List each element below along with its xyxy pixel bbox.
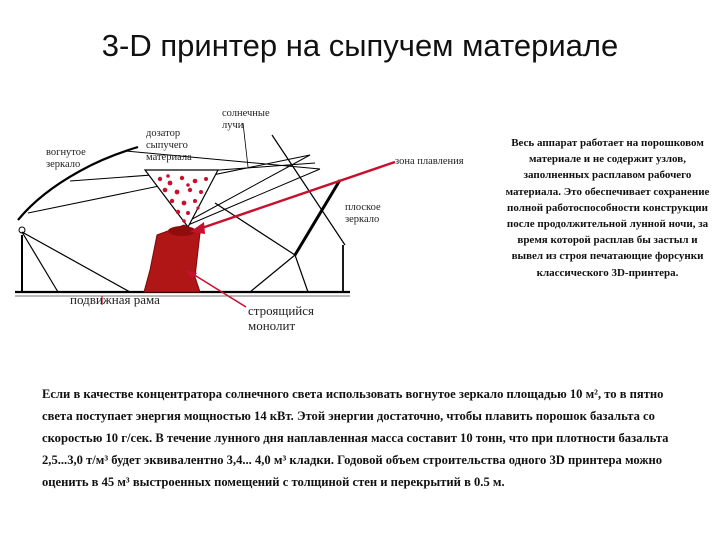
mirror-support-leg bbox=[22, 232, 130, 292]
flat-mirror bbox=[295, 180, 340, 255]
flat-mirror-frame bbox=[250, 255, 295, 292]
label-flat-mirror: плоское зеркало bbox=[345, 202, 381, 225]
building-monolith bbox=[144, 225, 200, 292]
label-dispenser: дозатор сыпучего материала bbox=[146, 128, 192, 163]
page-title: 3-D принтер на сыпучем материале bbox=[101, 28, 619, 63]
bottom-paragraph bbox=[42, 383, 692, 493]
label-melt-zone: зона плавления bbox=[395, 156, 464, 167]
bottom-paragraph-text: Если в качестве концентратора солнечного света использовать вогнутое зеркало площадью 10 м², то в пятно света поступает энергия мощностью 14 кВт. Этой энергии достаточно, чтобы плавить порошок базальта со скоростью 10 г/сек. В течение лунного дня наплавленная масса составит 10 тонн, что при плотности базальта 2,5...3,0 т/м³ будет эквивалентно 3,4... 4,0 м³ кладки. Годовой объем строительства одного 3D принтера можно оценить в 45 м³ выстроенных помещений с толщиной стен и перекрытий в 0.5 м. bbox=[42, 387, 669, 489]
label-sun-rays: солнечные лучи bbox=[222, 108, 270, 131]
mirror-support-leg bbox=[22, 232, 58, 292]
label-monolith: строящийся монолит bbox=[248, 303, 315, 333]
flat-mirror-frame bbox=[295, 255, 308, 292]
side-note: Весь аппарат работает на порошковом материале и не содержит узлов, заполненных расплавом рабочего материала. Это обеспечивает сохранение полной работоспособности конструкции после продолжительной лунной ночи, за время которой расплав бы застыл и вывел из строя печатающие форсунки классического 3D-принтера. bbox=[505, 137, 710, 279]
label-moving-frame: подвижная рама bbox=[70, 292, 160, 307]
printer-diagram bbox=[10, 95, 510, 360]
label-concave-mirror: вогнутое зеркало bbox=[46, 147, 86, 170]
